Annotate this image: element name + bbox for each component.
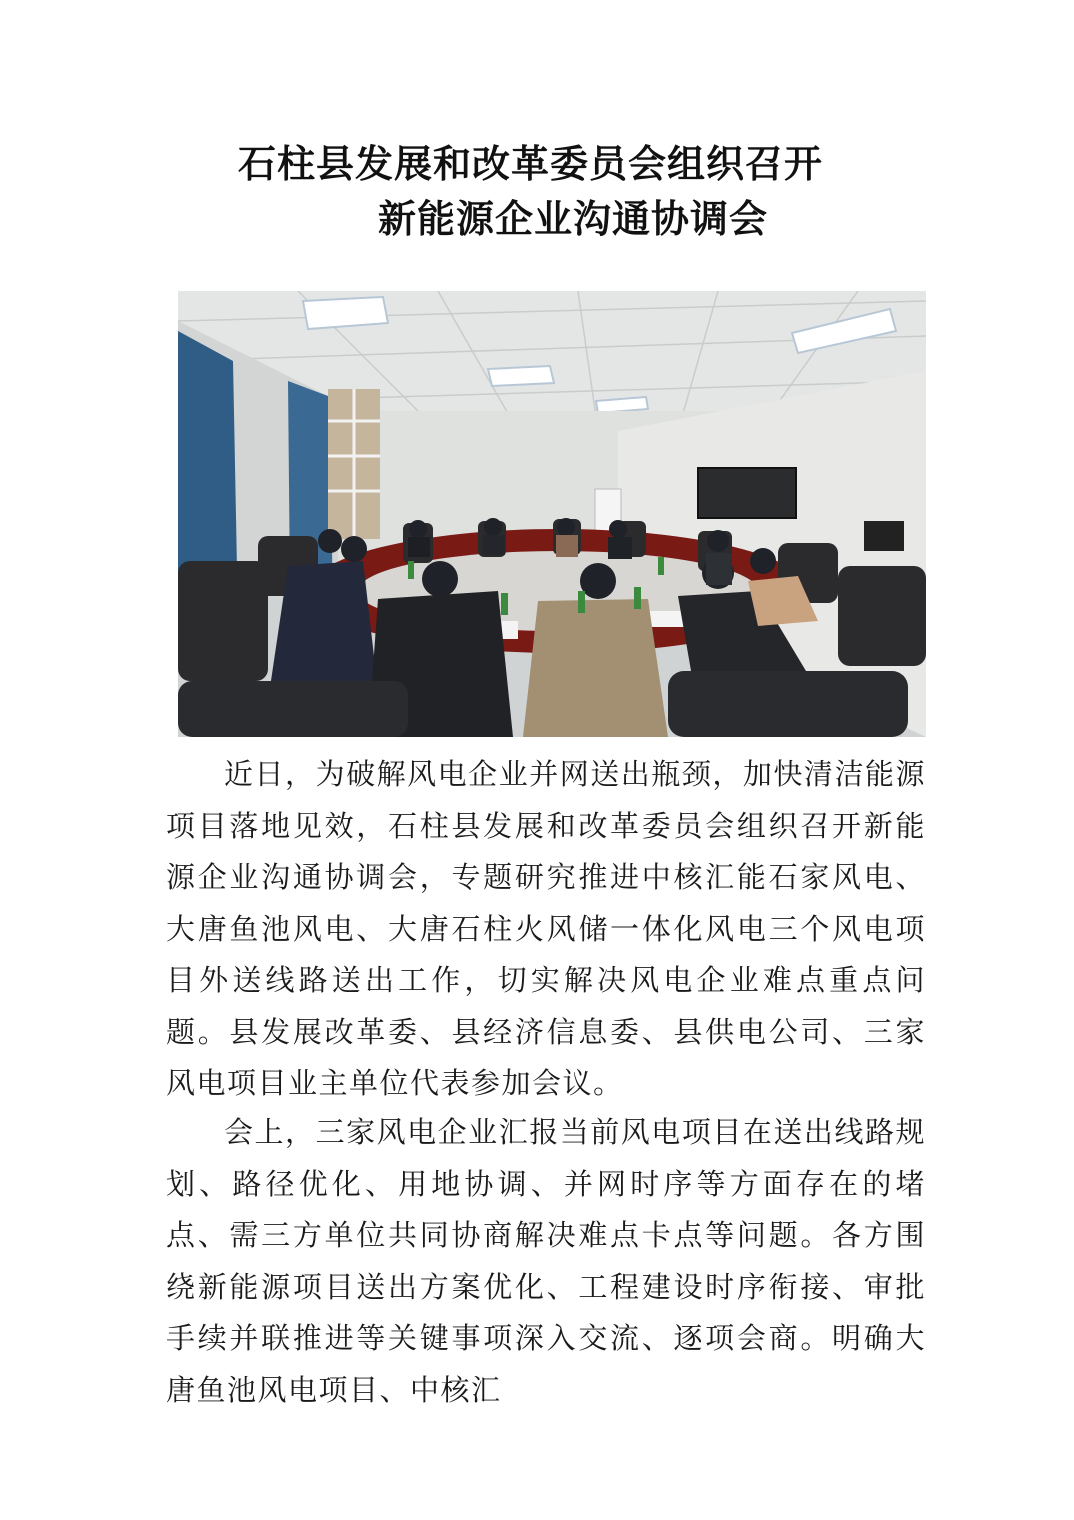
body-paragraph-2: 会上，三家风电企业汇报当前风电项目在送出线路规划、路径优化、用地协调、并网时序等方面存在的堵点、需三方单位共同协商解决难点卡点等问题。各方围绕新能源项目送出方案优化、工程建设时序衔接、审批手续并联推进等关键事项深入交流、逐项会商。明确大唐鱼池风电项目、中核汇 [166,1115,926,1407]
document-title-line1: 石柱县发展和改革委员会组织召开 [238,141,824,186]
document-title-line2: 新能源企业沟通协调会 [378,196,769,241]
body-paragraph-1: 近日，为破解风电企业并网送出瓶颈，加快清洁能源项目落地见效，石柱县发展和改革委员会组织召开新能源企业沟通协调会，专题研究推进中核汇能石家风电、大唐鱼池风电、大唐石柱火风储一体化风电三个风电项目外送线路送出工作，切实解决风电企业难点重点问题。县发展改革委、县经济信息委、县供电公司、三家风电项目业主单位代表参加会议。 [166,757,926,1100]
meeting-photo [178,291,926,737]
